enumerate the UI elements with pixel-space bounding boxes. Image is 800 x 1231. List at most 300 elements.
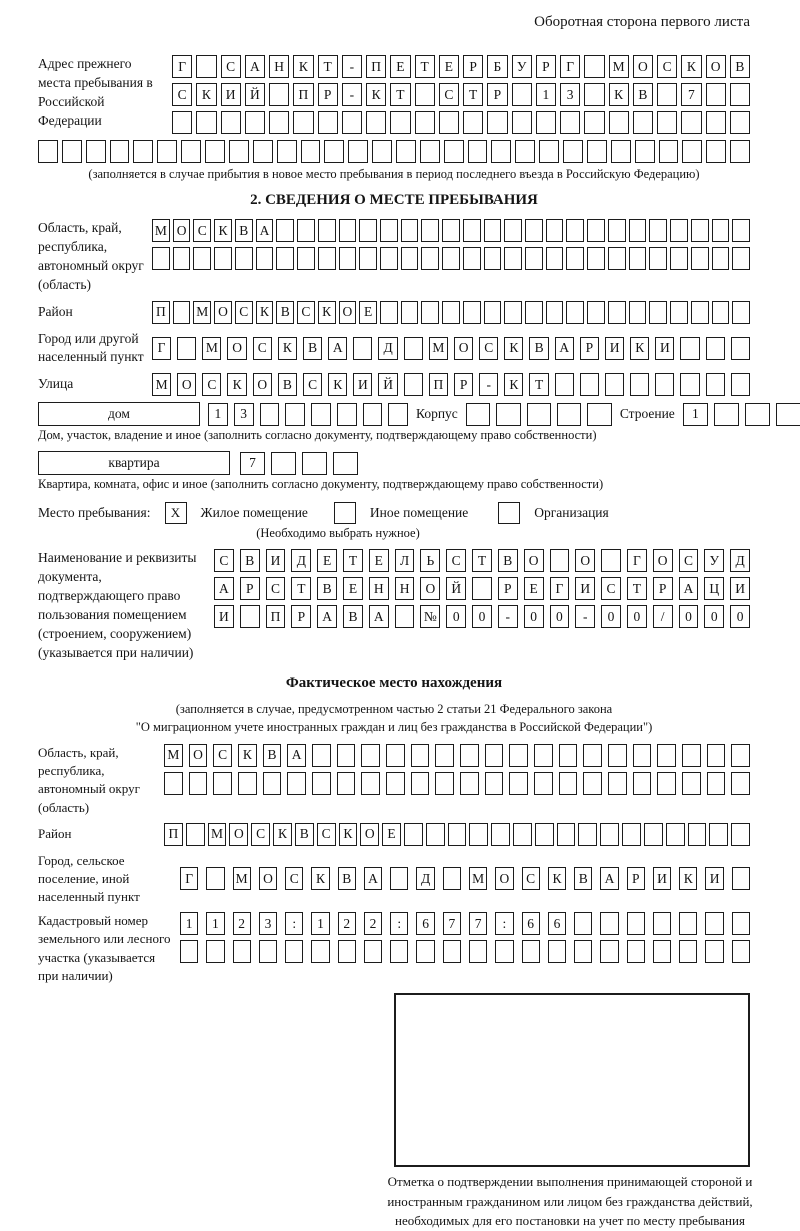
- fact-oblast-row: [38, 744, 750, 817]
- char-cell: [245, 111, 265, 134]
- char-cell: И: [730, 577, 750, 600]
- char-cell: М: [469, 867, 487, 890]
- char-cell: О: [420, 577, 440, 600]
- stroenie-cells: [683, 403, 800, 426]
- char-cell: 7: [681, 83, 701, 106]
- char-cell: [706, 337, 725, 360]
- char-cell: [339, 219, 357, 242]
- char-cell: Д: [730, 549, 750, 572]
- prev-address-row-2: [172, 83, 750, 106]
- mesto-label: Место пребывания:: [38, 505, 151, 521]
- char-cell: К: [504, 337, 523, 360]
- char-cell: С: [679, 549, 699, 572]
- char-cell: [653, 940, 671, 963]
- char-cell: О: [653, 549, 673, 572]
- char-cell: К: [366, 83, 386, 106]
- char-cell: [525, 301, 543, 324]
- mesto-row: [38, 502, 750, 524]
- char-cell: С: [601, 577, 621, 600]
- char-cell: [256, 247, 274, 270]
- char-cell: [206, 940, 224, 963]
- char-cell: [691, 301, 709, 324]
- char-cell: [563, 140, 583, 163]
- char-cell: [657, 772, 676, 795]
- fact-raion-cells: [164, 823, 750, 846]
- char-cell: [559, 744, 578, 767]
- char-cell: [666, 823, 685, 846]
- char-cell: И: [653, 867, 671, 890]
- char-cell: С: [303, 373, 322, 396]
- char-cell: [404, 373, 423, 396]
- char-cell: Е: [390, 55, 410, 78]
- char-cell: [587, 403, 611, 426]
- checkbox-org: [498, 502, 520, 524]
- char-cell: [435, 744, 454, 767]
- char-cell: 7: [469, 912, 487, 935]
- char-cell: Р: [487, 83, 507, 106]
- char-cell: [193, 247, 211, 270]
- char-cell: [269, 111, 289, 134]
- char-cell: [404, 337, 423, 360]
- char-cell: [705, 912, 723, 935]
- char-cell: [421, 301, 439, 324]
- prev-address-row-1: [172, 55, 750, 78]
- char-cell: [732, 940, 750, 963]
- char-cell: М: [152, 373, 171, 396]
- fact-oblast-label: Область, край, республика, автономный округ (область): [38, 744, 140, 815]
- char-cell: [463, 247, 481, 270]
- s2-dom-row: [38, 402, 750, 426]
- char-cell: [557, 403, 581, 426]
- char-cell: 0: [524, 605, 544, 628]
- char-cell: [707, 744, 726, 767]
- char-cell: [504, 219, 522, 242]
- char-cell: 3: [560, 83, 580, 106]
- char-cell: [293, 111, 313, 134]
- char-cell: [691, 219, 709, 242]
- char-cell: С: [172, 83, 192, 106]
- char-cell: И: [655, 337, 674, 360]
- char-cell: [548, 940, 566, 963]
- fact-raion-row: [38, 823, 750, 846]
- s2-oblast-row: [38, 219, 750, 295]
- fact-note-line2: "О миграционном учете иностранных граждан и лиц без гражданства в Российской Федерации"): [135, 719, 653, 734]
- char-cell: [679, 912, 697, 935]
- char-cell: [491, 140, 511, 163]
- char-cell: 1: [208, 403, 228, 426]
- char-cell: Е: [317, 549, 337, 572]
- char-cell: [421, 247, 439, 270]
- char-cell: [512, 111, 532, 134]
- char-cell: 2: [233, 912, 251, 935]
- char-cell: [448, 823, 467, 846]
- char-cell: М: [233, 867, 251, 890]
- char-cell: [539, 140, 559, 163]
- prev-address-rows: [172, 55, 750, 134]
- char-cell: А: [317, 605, 337, 628]
- s2-raion-cells: [152, 301, 750, 324]
- char-cell: А: [364, 867, 382, 890]
- char-cell: [401, 247, 419, 270]
- char-cell: Р: [498, 577, 518, 600]
- char-cell: Т: [390, 83, 410, 106]
- char-cell: С: [317, 823, 336, 846]
- char-cell: [630, 373, 649, 396]
- char-cell: [546, 301, 564, 324]
- kvartira-box: квартира: [38, 451, 230, 475]
- char-cell: [86, 140, 106, 163]
- s2-oblast-rows: [152, 219, 750, 270]
- char-cell: [277, 140, 297, 163]
- char-cell: [515, 140, 535, 163]
- char-cell: [546, 219, 564, 242]
- char-cell: [324, 140, 344, 163]
- char-cell: :: [390, 912, 408, 935]
- option-inoe-label: Иное помещение: [369, 505, 469, 521]
- dom-cells: [208, 403, 408, 426]
- char-cell: [301, 140, 321, 163]
- stroenie-label: Строение: [619, 406, 675, 422]
- char-cell: Р: [536, 55, 556, 78]
- page-side-note: Оборотная сторона первого листа: [534, 14, 750, 30]
- char-cell: [312, 772, 331, 795]
- char-cell: 6: [416, 912, 434, 935]
- fact-gorod-label: Город, сельское поселение, иной населенный пункт: [38, 852, 140, 905]
- char-cell: Й: [446, 577, 466, 600]
- char-cell: [653, 912, 671, 935]
- char-cell: [732, 301, 750, 324]
- char-cell: В: [574, 867, 592, 890]
- char-cell: [484, 219, 502, 242]
- char-cell: [730, 83, 750, 106]
- char-cell: [580, 373, 599, 396]
- char-cell: [731, 373, 750, 396]
- doc-rows: [214, 549, 750, 628]
- char-cell: 7: [240, 452, 265, 475]
- fact-note: [38, 700, 750, 736]
- char-cell: 0: [601, 605, 621, 628]
- char-cell: [386, 772, 405, 795]
- char-cell: [460, 772, 479, 795]
- char-cell: М: [208, 823, 227, 846]
- char-cell: [491, 823, 510, 846]
- char-cell: [361, 744, 380, 767]
- char-cell: [609, 111, 629, 134]
- char-cell: С: [213, 744, 232, 767]
- char-cell: В: [529, 337, 548, 360]
- s2-raion-label: Район: [38, 303, 73, 319]
- char-cell: Р: [463, 55, 483, 78]
- char-cell: [509, 744, 528, 767]
- char-cell: [439, 111, 459, 134]
- char-cell: С: [297, 301, 315, 324]
- char-cell: [152, 247, 170, 270]
- char-cell: Н: [269, 55, 289, 78]
- char-cell: [627, 940, 645, 963]
- char-cell: Р: [240, 577, 260, 600]
- char-cell: [691, 247, 709, 270]
- char-cell: [560, 111, 580, 134]
- char-cell: [485, 772, 504, 795]
- char-cell: [443, 940, 461, 963]
- char-cell: [206, 867, 224, 890]
- char-cell: 2: [364, 912, 382, 935]
- char-cell: [312, 744, 331, 767]
- char-cell: [348, 140, 368, 163]
- char-cell: О: [214, 301, 232, 324]
- char-cell: О: [633, 55, 653, 78]
- fact-kadastr-row-2: [180, 940, 750, 963]
- char-cell: У: [704, 549, 724, 572]
- char-cell: [173, 247, 191, 270]
- char-cell: 0: [679, 605, 699, 628]
- char-cell: [730, 140, 750, 163]
- char-cell: [535, 823, 554, 846]
- char-cell: [380, 219, 398, 242]
- char-cell: [401, 301, 419, 324]
- char-cell: [235, 247, 253, 270]
- char-cell: [600, 940, 618, 963]
- char-cell: [584, 83, 604, 106]
- char-cell: [472, 577, 492, 600]
- char-cell: [566, 247, 584, 270]
- char-cell: [714, 403, 739, 426]
- korpus-label: Корпус: [416, 406, 458, 422]
- char-cell: [442, 247, 460, 270]
- char-cell: М: [429, 337, 448, 360]
- char-cell: [679, 940, 697, 963]
- char-cell: Г: [180, 867, 198, 890]
- char-cell: [633, 772, 652, 795]
- prev-address-row-4: [38, 140, 750, 163]
- char-cell: [359, 247, 377, 270]
- char-cell: [608, 744, 627, 767]
- s2-ulitsa-row: [38, 373, 750, 396]
- char-cell: [363, 403, 383, 426]
- char-cell: В: [235, 219, 253, 242]
- char-cell: К: [256, 301, 274, 324]
- char-cell: Г: [172, 55, 192, 78]
- char-cell: [485, 744, 504, 767]
- char-cell: К: [273, 823, 292, 846]
- char-cell: Б: [487, 55, 507, 78]
- fact-title: Фактическое место нахождения: [285, 674, 503, 691]
- char-cell: [629, 247, 647, 270]
- char-cell: Р: [653, 577, 673, 600]
- char-cell: В: [633, 83, 653, 106]
- char-cell: [337, 772, 356, 795]
- char-cell: [682, 772, 701, 795]
- char-cell: К: [679, 867, 697, 890]
- char-cell: [587, 219, 605, 242]
- char-cell: О: [495, 867, 513, 890]
- char-cell: К: [278, 337, 297, 360]
- char-cell: С: [285, 867, 303, 890]
- char-cell: Р: [580, 337, 599, 360]
- char-cell: [421, 219, 439, 242]
- char-cell: [196, 55, 216, 78]
- char-cell: 7: [443, 912, 461, 935]
- prev-address-row-3: [172, 111, 750, 134]
- char-cell: [380, 247, 398, 270]
- char-cell: [276, 219, 294, 242]
- char-cell: С: [251, 823, 270, 846]
- char-cell: [276, 247, 294, 270]
- char-cell: О: [706, 55, 726, 78]
- char-cell: Т: [472, 549, 492, 572]
- char-cell: [587, 301, 605, 324]
- char-cell: Е: [382, 823, 401, 846]
- char-cell: [584, 55, 604, 78]
- char-cell: [233, 940, 251, 963]
- char-cell: [566, 219, 584, 242]
- char-cell: -: [342, 83, 362, 106]
- char-cell: М: [193, 301, 211, 324]
- char-cell: Т: [627, 577, 647, 600]
- char-cell: 0: [730, 605, 750, 628]
- char-cell: [297, 247, 315, 270]
- char-cell: [649, 301, 667, 324]
- char-cell: [186, 823, 205, 846]
- char-cell: [657, 83, 677, 106]
- char-cell: :: [285, 912, 303, 935]
- char-cell: М: [152, 219, 170, 242]
- char-cell: [110, 140, 130, 163]
- char-cell: К: [311, 867, 329, 890]
- fact-kadastr-row-1: [180, 912, 750, 935]
- char-cell: [285, 940, 303, 963]
- char-cell: К: [318, 301, 336, 324]
- char-cell: П: [152, 301, 170, 324]
- char-cell: А: [679, 577, 699, 600]
- char-cell: И: [575, 577, 595, 600]
- char-cell: К: [328, 373, 347, 396]
- char-cell: [411, 744, 430, 767]
- char-cell: [297, 219, 315, 242]
- char-cell: [338, 940, 356, 963]
- prev-address-label: Адрес прежнего места пребывания в Российской Федерации: [38, 56, 153, 128]
- char-cell: [504, 247, 522, 270]
- char-cell: Т: [415, 55, 435, 78]
- char-cell: В: [338, 867, 356, 890]
- char-cell: К: [609, 83, 629, 106]
- char-cell: 0: [446, 605, 466, 628]
- char-cell: С: [266, 577, 286, 600]
- doc-block: [38, 549, 750, 662]
- char-cell: О: [259, 867, 277, 890]
- char-cell: [390, 867, 408, 890]
- char-cell: [574, 912, 592, 935]
- char-cell: А: [369, 605, 389, 628]
- char-cell: Е: [369, 549, 389, 572]
- char-cell: [657, 111, 677, 134]
- char-cell: [712, 219, 730, 242]
- char-cell: С: [253, 337, 272, 360]
- char-cell: [468, 140, 488, 163]
- s2-oblast-row-2: [152, 247, 750, 270]
- char-cell: 1: [180, 912, 198, 935]
- char-cell: [682, 140, 702, 163]
- char-cell: [180, 940, 198, 963]
- char-cell: Р: [627, 867, 645, 890]
- char-cell: [732, 219, 750, 242]
- char-cell: [776, 403, 800, 426]
- char-cell: [534, 772, 553, 795]
- char-cell: С: [439, 83, 459, 106]
- char-cell: В: [276, 301, 294, 324]
- char-cell: [712, 247, 730, 270]
- option-zhiloe-label: Жилое помещение: [200, 505, 308, 521]
- char-cell: А: [256, 219, 274, 242]
- doc-row-2: [214, 577, 750, 600]
- char-cell: [133, 140, 153, 163]
- char-cell: [559, 772, 578, 795]
- char-cell: Р: [291, 605, 311, 628]
- char-cell: [706, 83, 726, 106]
- char-cell: [372, 140, 392, 163]
- char-cell: [435, 772, 454, 795]
- char-cell: [681, 111, 701, 134]
- char-cell: С: [214, 549, 234, 572]
- char-cell: [682, 744, 701, 767]
- char-cell: [285, 403, 305, 426]
- char-cell: [670, 219, 688, 242]
- char-cell: 6: [522, 912, 540, 935]
- char-cell: 6: [548, 912, 566, 935]
- char-cell: Г: [627, 549, 647, 572]
- fact-oblast-row-1: [164, 744, 750, 767]
- char-cell: О: [575, 549, 595, 572]
- char-cell: [706, 140, 726, 163]
- s2-gorod-row: [38, 330, 750, 368]
- char-cell: -: [498, 605, 518, 628]
- char-cell: [546, 247, 564, 270]
- char-cell: 1: [683, 403, 708, 426]
- char-cell: Ц: [704, 577, 724, 600]
- char-cell: [361, 772, 380, 795]
- char-cell: О: [189, 744, 208, 767]
- char-cell: 3: [259, 912, 277, 935]
- char-cell: [181, 140, 201, 163]
- char-cell: [622, 823, 641, 846]
- char-cell: [443, 867, 461, 890]
- char-cell: [396, 140, 416, 163]
- char-cell: [534, 744, 553, 767]
- char-cell: К: [504, 373, 523, 396]
- char-cell: [415, 111, 435, 134]
- char-cell: [584, 111, 604, 134]
- char-cell: [732, 247, 750, 270]
- char-cell: [522, 940, 540, 963]
- char-cell: [469, 940, 487, 963]
- char-cell: А: [287, 744, 306, 767]
- char-cell: [189, 772, 208, 795]
- char-cell: -: [342, 55, 362, 78]
- char-cell: Р: [454, 373, 473, 396]
- char-cell: [659, 140, 679, 163]
- char-cell: [680, 337, 699, 360]
- char-cell: [731, 337, 750, 360]
- fact-note-line1: (заполняется в случае, предусмотренном частью 2 статьи 21 Федерального закона: [175, 701, 613, 716]
- char-cell: А: [214, 577, 234, 600]
- char-cell: В: [498, 549, 518, 572]
- char-cell: О: [229, 823, 248, 846]
- char-cell: 0: [704, 605, 724, 628]
- char-cell: [364, 940, 382, 963]
- char-cell: С: [522, 867, 540, 890]
- char-cell: 0: [550, 605, 570, 628]
- char-cell: [706, 373, 725, 396]
